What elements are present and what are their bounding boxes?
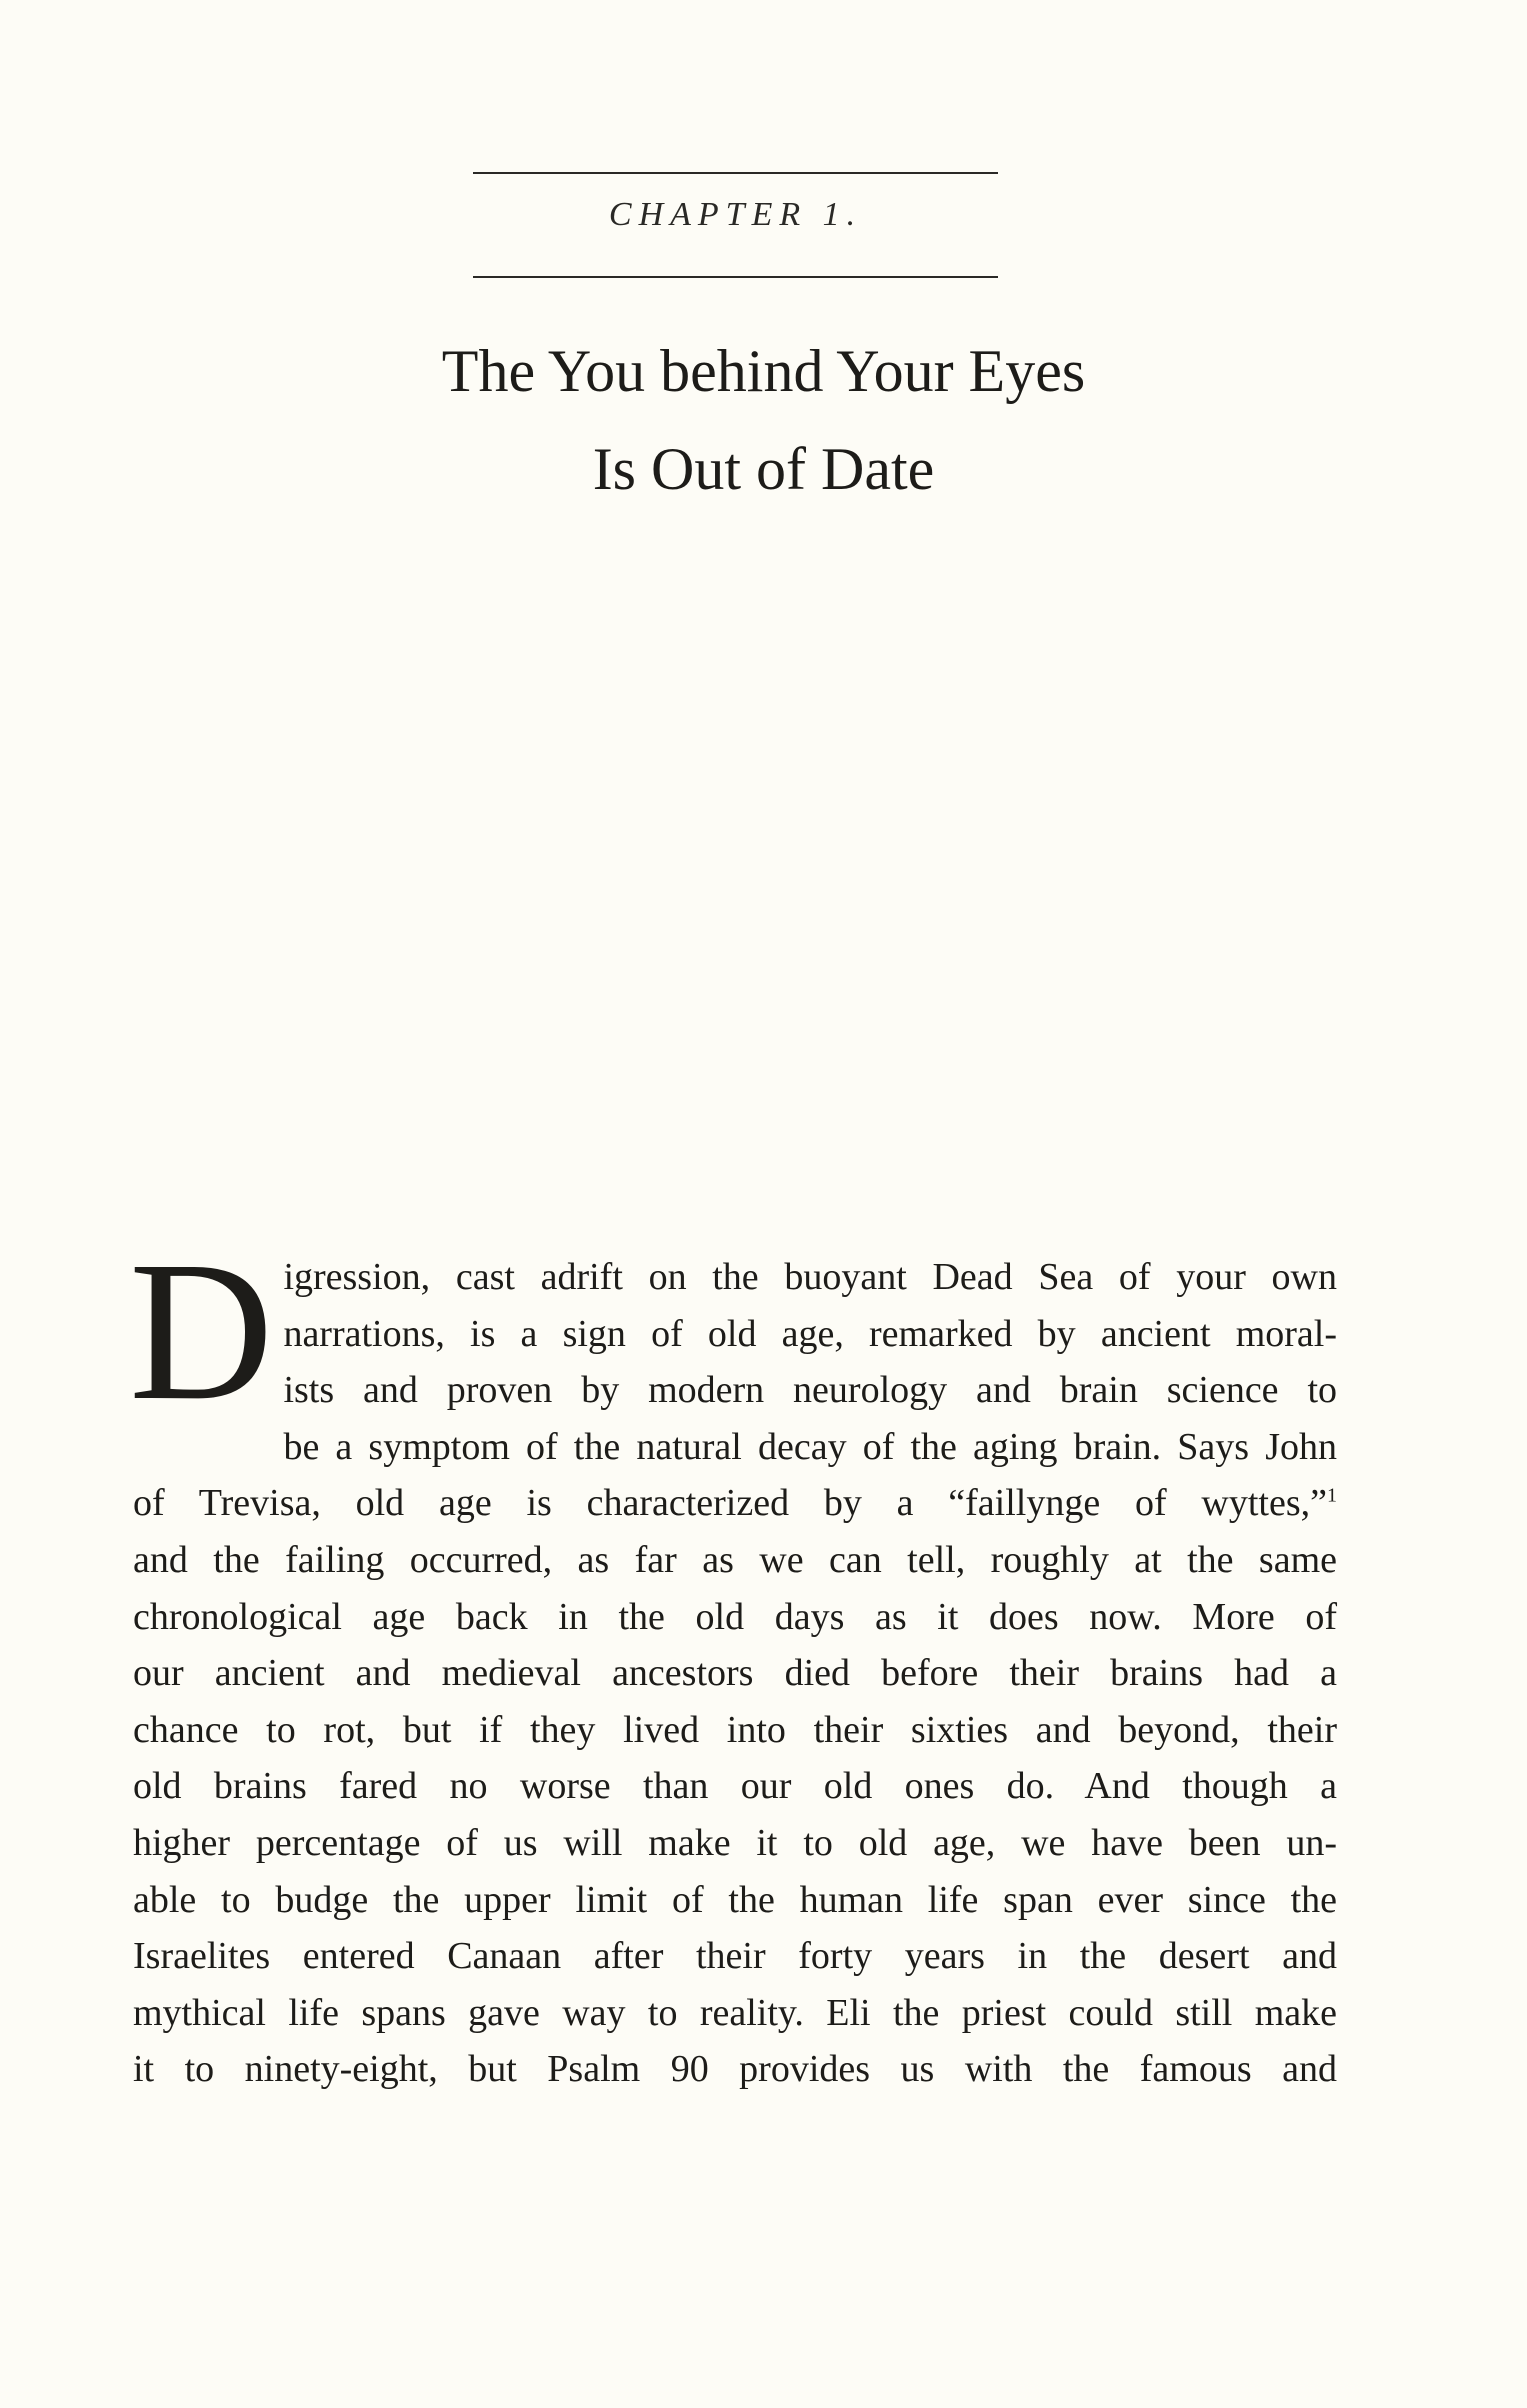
body-line: and the failing occurred, as far as we can tell, roughly at the same [133,1538,1337,1581]
drop-cap: D [129,1221,274,1442]
chapter-rule-bottom [473,276,998,278]
body-line: mythical life spans gave way to reality. Eli the priest could still make [133,1991,1337,2034]
body-line: our ancient and medieval ancestors died before their brains had a [133,1652,1337,1695]
body-line: able to budge the upper limit of the human life span ever since the [133,1878,1337,1921]
chapter-title [0,322,1527,518]
body-line: chance to rot, but if they lived into their sixties and beyond, their [133,1708,1337,1751]
body-line: ists and proven by modern neurology and brain science to [283,1369,1337,1412]
body-line-with-footnote [133,1475,1337,1532]
body-line: it to ninety-eight, but Psalm 90 provides us with the famous and [133,2048,1337,2091]
body-line: igression, cast adrift on the buoyant Dead Sea of your own [283,1256,1337,1298]
body-line: chronological age back in the old days as it does now. More of [133,1595,1337,1638]
chapter-title-line-2: Is Out of Date [592,436,935,502]
body-line: old brains fared no worse than our old ones do. And though a [133,1765,1337,1808]
chapter-title-line-1: The You behind Your Eyes [441,338,1086,404]
footnote-marker: 1 [1327,1484,1337,1507]
body-line: narrations, is a sign of old age, remarked by ancient moral- [283,1312,1337,1355]
body-line: higher percentage of us will make it to old age, we have been un- [133,1821,1337,1864]
body-paragraph [129,1221,1337,2098]
chapter-label: CHAPTER 1. [608,196,863,233]
body-line: Israelites entered Canaan after their forty years in the desert and [133,1935,1337,1978]
body-line: be a symptom of the natural decay of the aging brain. Says John [283,1425,1337,1468]
chapter-rule-top [473,172,998,174]
body-line-text: of Trevisa, old age is characterized by a “faillynge of wyttes,” [133,1482,1327,1525]
